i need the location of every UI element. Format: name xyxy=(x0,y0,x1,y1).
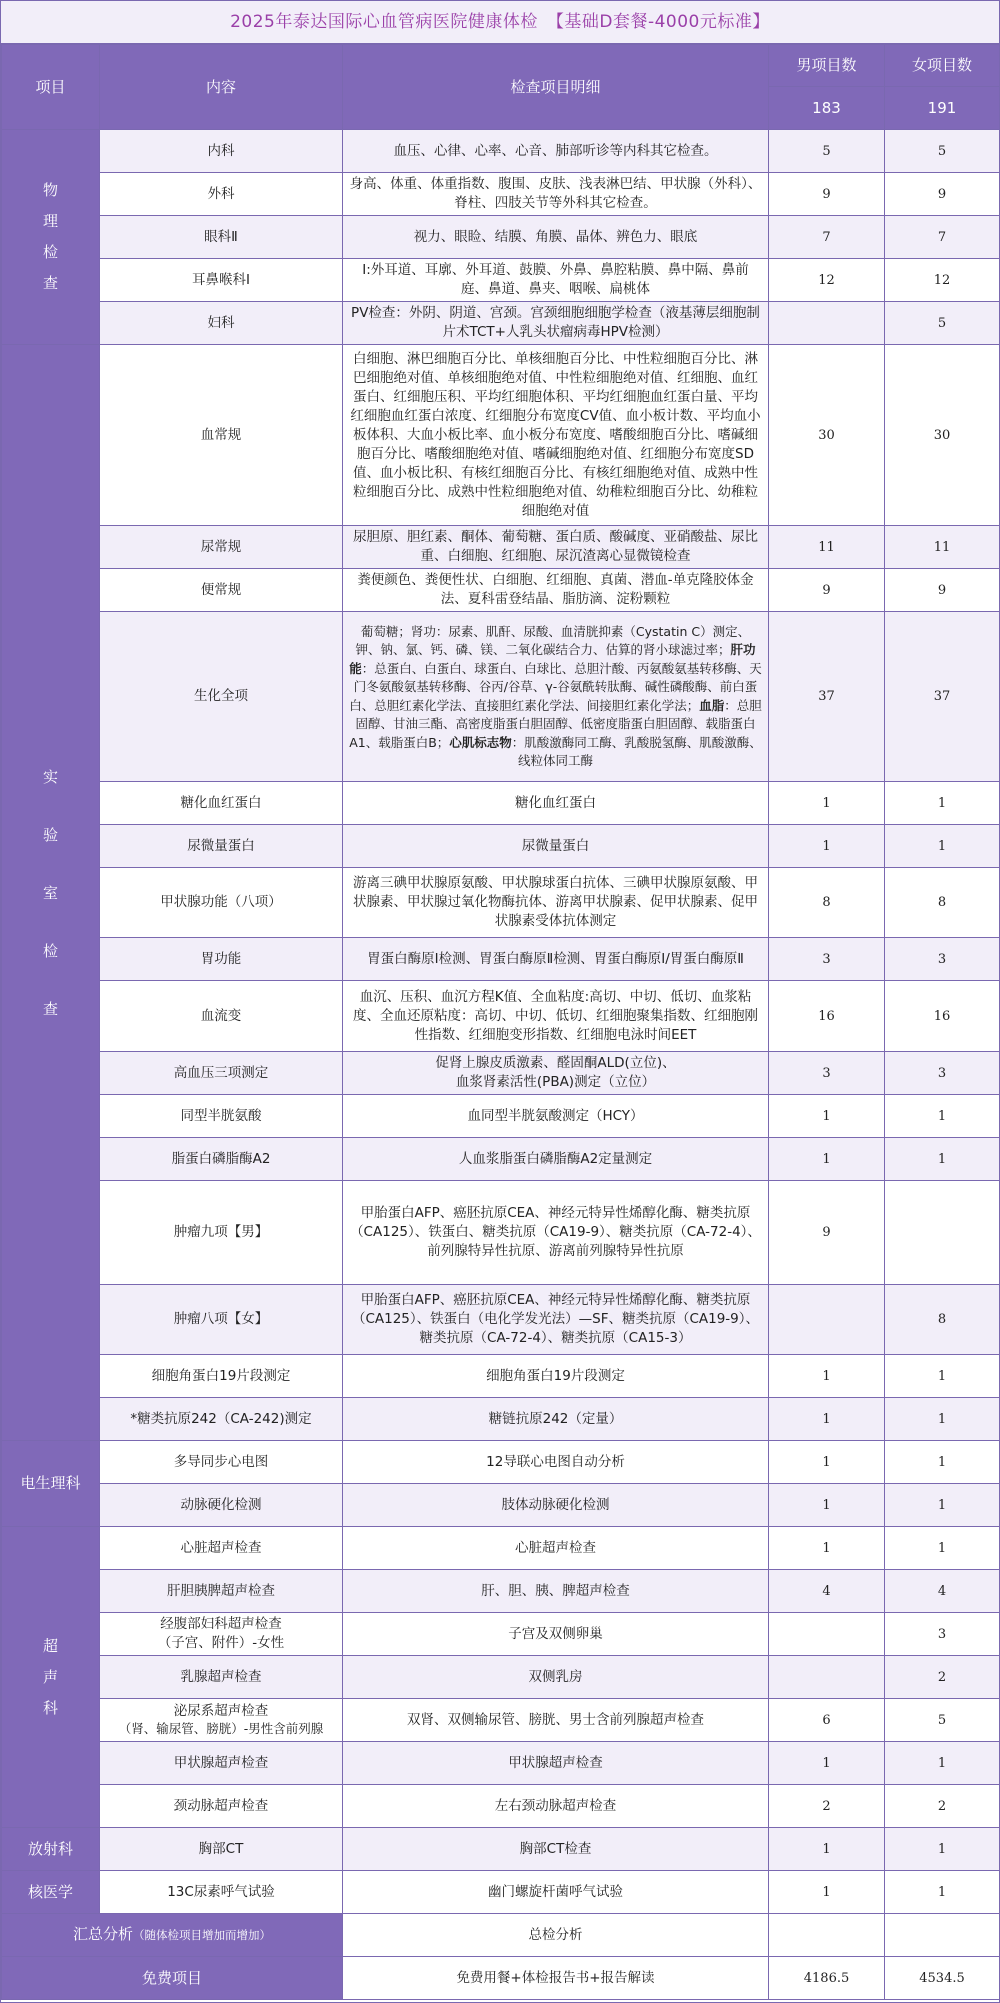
content-cell: 便常规 xyxy=(100,569,343,612)
female-count: 4 xyxy=(885,1570,1000,1613)
female-count: 9 xyxy=(885,173,1000,216)
content-cell: 肿瘤八项【女】 xyxy=(100,1285,343,1355)
content-cell: 细胞角蛋白19片段测定 xyxy=(100,1355,343,1398)
female-count: 1 xyxy=(885,1871,1000,1914)
male-count: 9 xyxy=(769,569,885,612)
content-cell: 胸部CT xyxy=(100,1828,343,1871)
content-cell: 妇科 xyxy=(100,302,343,345)
detail-cell: 双侧乳房 xyxy=(343,1656,769,1699)
detail-cell: 糖链抗原242（定量） xyxy=(343,1398,769,1441)
category-ultrasound: 超 声 科 xyxy=(2,1527,100,1828)
detail-cell: 左右颈动脉超声检查 xyxy=(343,1785,769,1828)
female-count xyxy=(885,1181,1000,1285)
table-row xyxy=(2,1699,1000,1742)
content-cell: 动脉硬化检测 xyxy=(100,1484,343,1527)
exam-table xyxy=(1,44,1000,2000)
content-cell: 尿微量蛋白 xyxy=(100,825,343,868)
header-female-count: 女项目数 xyxy=(885,45,1000,87)
detail-cell: 肢体动脉硬化检测 xyxy=(343,1484,769,1527)
header-male-count: 男项目数 xyxy=(769,45,885,87)
male-count: 1 xyxy=(769,1138,885,1181)
male-total: 183 xyxy=(769,87,885,130)
male-count: 1 xyxy=(769,782,885,825)
header-row xyxy=(2,45,1000,87)
header-detail: 检查项目明细 xyxy=(343,45,769,130)
content-cell: 同型半胱氨酸 xyxy=(100,1095,343,1138)
table-row xyxy=(2,1656,1000,1699)
male-count: 7 xyxy=(769,216,885,259)
table-row xyxy=(2,938,1000,981)
female-count: 30 xyxy=(885,345,1000,526)
table-row xyxy=(2,345,1000,526)
male-count xyxy=(769,302,885,345)
male-count xyxy=(769,1613,885,1656)
content-cell: 耳鼻喉科Ⅰ xyxy=(100,259,343,302)
table-row xyxy=(2,1398,1000,1441)
detail-cell: Ⅰ:外耳道、耳廓、外耳道、鼓膜、外鼻、鼻腔粘膜、鼻中隔、鼻前庭、鼻道、鼻夹、咽喉、扁桃体 xyxy=(343,259,769,302)
female-count: 5 xyxy=(885,130,1000,173)
table-row xyxy=(2,1871,1000,1914)
female-count: 1 xyxy=(885,825,1000,868)
table-row xyxy=(2,259,1000,302)
detail-cell: 血压、心律、心率、心音、肺部听诊等内科其它检查。 xyxy=(343,130,769,173)
detail-cell: 促肾上腺皮质激素、醛固酮ALD(立位)、 血浆肾素活性(PBA)测定（立位） xyxy=(343,1052,769,1095)
table-row xyxy=(2,868,1000,938)
content-cell: 血流变 xyxy=(100,981,343,1052)
female-count: 11 xyxy=(885,526,1000,569)
content-cell: 肝胆胰脾超声检查 xyxy=(100,1570,343,1613)
detail-cell: 身高、体重、体重指数、腹围、皮肤、浅表淋巴结、甲状腺（外科）、脊柱、四肢关节等外科其它检查。 xyxy=(343,173,769,216)
male-count: 1 xyxy=(769,1355,885,1398)
table-row xyxy=(2,569,1000,612)
header-item: 项目 xyxy=(2,45,100,130)
content-cell: 经腹部妇科超声检查 （子宫、附件）-女性 xyxy=(100,1613,343,1656)
female-price: 4534.5 xyxy=(885,1957,1000,2000)
male-count xyxy=(769,1285,885,1355)
detail-cell: 血同型半胱氨酸测定（HCY） xyxy=(343,1095,769,1138)
male-price: 4186.5 xyxy=(769,1957,885,2000)
male-count: 1 xyxy=(769,1441,885,1484)
female-total: 191 xyxy=(885,87,1000,130)
female-count: 9 xyxy=(885,569,1000,612)
table-row xyxy=(2,526,1000,569)
content-cell: 泌尿系超声检查 （肾、输尿管、膀胱）-男性含前列腺 xyxy=(100,1699,343,1742)
female-count: 8 xyxy=(885,1285,1000,1355)
male-count xyxy=(769,1656,885,1699)
male-count: 12 xyxy=(769,259,885,302)
detail-cell: 子宫及双侧卵巢 xyxy=(343,1613,769,1656)
table-row xyxy=(2,1441,1000,1484)
male-count: 1 xyxy=(769,1828,885,1871)
female-count: 1 xyxy=(885,1355,1000,1398)
male-count: 9 xyxy=(769,1181,885,1285)
male-count: 1 xyxy=(769,825,885,868)
table-row xyxy=(2,1052,1000,1095)
table-row xyxy=(2,1181,1000,1285)
female-count: 1 xyxy=(885,1441,1000,1484)
table-row xyxy=(2,1285,1000,1355)
content-cell: 血常规 xyxy=(100,345,343,526)
male-count: 5 xyxy=(769,130,885,173)
male-count: 3 xyxy=(769,1052,885,1095)
detail-cell: 肝、胆、胰、脾超声检查 xyxy=(343,1570,769,1613)
detail-cell: 幽门螺旋杆菌呼气试验 xyxy=(343,1871,769,1914)
table-row xyxy=(2,1785,1000,1828)
content-cell: 心脏超声检查 xyxy=(100,1527,343,1570)
content-cell: 胃功能 xyxy=(100,938,343,981)
content-cell: 颈动脉超声检查 xyxy=(100,1785,343,1828)
table-row xyxy=(2,612,1000,782)
content-cell: 多导同步心电图 xyxy=(100,1441,343,1484)
female-count: 1 xyxy=(885,1527,1000,1570)
male-count: 30 xyxy=(769,345,885,526)
female-count: 2 xyxy=(885,1656,1000,1699)
female-count: 1 xyxy=(885,1398,1000,1441)
content-cell: *糖类抗原242（CA-242)测定 xyxy=(100,1398,343,1441)
female-count: 3 xyxy=(885,1052,1000,1095)
table-row xyxy=(2,1095,1000,1138)
header-content: 内容 xyxy=(100,45,343,130)
detail-cell: PV检查：外阴、阴道、宫颈。宫颈细胞细胞学检查（液基薄层细胞制片术TCT+人乳头状瘤病毒HPV检测） xyxy=(343,302,769,345)
female-count: 2 xyxy=(885,1785,1000,1828)
table-row xyxy=(2,173,1000,216)
table-row xyxy=(2,1828,1000,1871)
detail-cell: 心脏超声检查 xyxy=(343,1527,769,1570)
free-row xyxy=(2,1957,1000,2000)
summary-female xyxy=(885,1914,1000,1957)
female-count: 1 xyxy=(885,1484,1000,1527)
category-physical: 物 理 检 查 xyxy=(2,130,100,345)
content-cell: 眼科Ⅱ xyxy=(100,216,343,259)
detail-cell: 人血浆脂蛋白磷脂酶A2定量测定 xyxy=(343,1138,769,1181)
table-row xyxy=(2,1138,1000,1181)
male-count: 16 xyxy=(769,981,885,1052)
category-ecg: 电生理科 xyxy=(2,1441,100,1527)
male-count: 1 xyxy=(769,1742,885,1785)
category-lab: 实 验 室 检 查 xyxy=(2,345,100,1441)
detail-cell: 双肾、双侧输尿管、膀胱、男士含前列腺超声检查 xyxy=(343,1699,769,1742)
male-count: 1 xyxy=(769,1095,885,1138)
female-count: 12 xyxy=(885,259,1000,302)
content-cell: 内科 xyxy=(100,130,343,173)
content-cell: 糖化血红蛋白 xyxy=(100,782,343,825)
table-row xyxy=(2,1742,1000,1785)
female-count: 3 xyxy=(885,1613,1000,1656)
summary-detail: 总检分析 xyxy=(343,1914,769,1957)
detail-cell: 葡萄糖；肾功：尿素、肌酐、尿酸、血清胱抑素（Cystatin C）测定、钾、钠、氯、钙、磷、镁、二氧化碳结合力、估算的肾小球滤过率；肝功能：总蛋白、白蛋白、球蛋白、白球比、总胆汁酸、丙氨酸氨基转移酶、天门冬氨酸氨基转移酶、谷丙/谷草、γ-谷氨酰转肽酶、碱性磷酸酶、前白蛋白、总胆红素化学法、直接胆红素化学法、间接胆红素化学法；血脂：总胆固醇、甘油三酯、高密度脂蛋白胆固醇、低密度脂蛋白胆固醇、载脂蛋白A1、载脂蛋白B；心肌标志物：肌酸激酶同工酶、乳酸脱氢酶、肌酸激酶、线粒体同工酶 xyxy=(343,612,769,782)
content-cell: 尿常规 xyxy=(100,526,343,569)
male-count: 1 xyxy=(769,1398,885,1441)
detail-cell: 细胞角蛋白19片段测定 xyxy=(343,1355,769,1398)
male-count: 6 xyxy=(769,1699,885,1742)
category-radiology: 放射科 xyxy=(2,1828,100,1871)
female-count: 1 xyxy=(885,1742,1000,1785)
female-count: 8 xyxy=(885,868,1000,938)
table-row xyxy=(2,1355,1000,1398)
table-row xyxy=(2,216,1000,259)
detail-cell: 视力、眼睑、结膜、角膜、晶体、辨色力、眼底 xyxy=(343,216,769,259)
female-count: 5 xyxy=(885,1699,1000,1742)
female-count: 37 xyxy=(885,612,1000,782)
summary-label: 汇总分析（随体检项目增加而增加） xyxy=(2,1914,343,1957)
content-cell: 外科 xyxy=(100,173,343,216)
summary-row xyxy=(2,1914,1000,1957)
table-row xyxy=(2,302,1000,345)
female-count: 3 xyxy=(885,938,1000,981)
content-cell: 乳腺超声检查 xyxy=(100,1656,343,1699)
content-cell: 脂蛋白磷脂酶A2 xyxy=(100,1138,343,1181)
female-count: 7 xyxy=(885,216,1000,259)
table-row xyxy=(2,825,1000,868)
female-count: 1 xyxy=(885,1828,1000,1871)
page-title: 2025年泰达国际心血管病医院健康体检 【基础D套餐-4000元标准】 xyxy=(1,1,999,44)
detail-cell: 甲胎蛋白AFP、癌胚抗原CEA、神经元特异性烯醇化酶、糖类抗原（CA125）、铁蛋白、糖类抗原（CA19-9）、糖类抗原（CA-72-4）、前列腺特异性抗原、游离前列腺特异性抗原 xyxy=(343,1181,769,1285)
male-count: 37 xyxy=(769,612,885,782)
female-count: 16 xyxy=(885,981,1000,1052)
content-cell: 甲状腺超声检查 xyxy=(100,1742,343,1785)
table-row xyxy=(2,1613,1000,1656)
female-count: 5 xyxy=(885,302,1000,345)
free-label: 免费项目 xyxy=(2,1957,343,2000)
detail-cell: 尿微量蛋白 xyxy=(343,825,769,868)
table-row xyxy=(2,782,1000,825)
free-detail: 免费用餐+体检报告书+报告解读 xyxy=(343,1957,769,2000)
female-count: 1 xyxy=(885,782,1000,825)
table-row xyxy=(2,1570,1000,1613)
detail-cell: 游离三碘甲状腺原氨酸、甲状腺球蛋白抗体、三碘甲状腺原氨酸、甲状腺素、甲状腺过氧化物酶抗体、游离甲状腺素、促甲状腺素、促甲状腺素受体抗体测定 xyxy=(343,868,769,938)
male-count: 1 xyxy=(769,1871,885,1914)
table-row xyxy=(2,130,1000,173)
table-row xyxy=(2,1484,1000,1527)
detail-cell: 粪便颜色、粪便性状、白细胞、红细胞、真菌、潜血-单克隆胶体金法、夏科雷登结晶、脂肪滴、淀粉颗粒 xyxy=(343,569,769,612)
detail-cell: 白细胞、淋巴细胞百分比、单核细胞百分比、中性粒细胞百分比、淋巴细胞绝对值、单核细胞绝对值、中性粒细胞绝对值、红细胞、血红蛋白、红细胞压积、平均红细胞体积、平均红细胞血红蛋白量、平均红细胞血红蛋白浓度、红细胞分布宽度CV值、血小板计数、平均血小板体积、大血小板比率、血小板分布宽度、嗜酸细胞百分比、嗜碱细胞百分比、嗜酸细胞绝对值、嗜碱细胞绝对值、红细胞分布宽度SD值、血小板比积、有核红细胞百分比、有核红细胞绝对值、成熟中性粒细胞百分比、成熟中性粒细胞绝对值、幼稚粒细胞百分比、幼稚粒细胞绝对值 xyxy=(343,345,769,526)
male-count: 1 xyxy=(769,1484,885,1527)
female-count: 1 xyxy=(885,1138,1000,1181)
female-count: 1 xyxy=(885,1095,1000,1138)
detail-cell: 12导联心电图自动分析 xyxy=(343,1441,769,1484)
detail-cell: 尿胆原、胆红素、酮体、葡萄糖、蛋白质、酸碱度、亚硝酸盐、尿比重、白细胞、红细胞、尿沉渣离心显微镜检查 xyxy=(343,526,769,569)
content-cell: 13C尿素呼气试验 xyxy=(100,1871,343,1914)
male-count: 11 xyxy=(769,526,885,569)
summary-male xyxy=(769,1914,885,1957)
detail-cell: 胃蛋白酶原Ⅰ检测、胃蛋白酶原Ⅱ检测、胃蛋白酶原Ⅰ/胃蛋白酶原Ⅱ xyxy=(343,938,769,981)
detail-cell: 血沉、压积、血沉方程K值、全血粘度:高切、中切、低切、血浆粘度、全血还原粘度：高切、中切、低切、红细胞聚集指数、红细胞刚性指数、红细胞变形指数、红细胞电泳时间EET xyxy=(343,981,769,1052)
content-cell: 生化全项 xyxy=(100,612,343,782)
male-count: 9 xyxy=(769,173,885,216)
detail-cell: 甲胎蛋白AFP、癌胚抗原CEA、神经元特异性烯醇化酶、糖类抗原（CA125）、铁蛋白（电化学发光法）—SF、糖类抗原（CA19-9）、糖类抗原（CA-72-4）、糖类抗原（CA15-3） xyxy=(343,1285,769,1355)
detail-cell: 甲状腺超声检查 xyxy=(343,1742,769,1785)
table-row xyxy=(2,981,1000,1052)
male-count: 1 xyxy=(769,1527,885,1570)
category-nuclear: 核医学 xyxy=(2,1871,100,1914)
table-row xyxy=(2,1527,1000,1570)
detail-cell: 糖化血红蛋白 xyxy=(343,782,769,825)
male-count: 3 xyxy=(769,938,885,981)
detail-cell: 胸部CT检查 xyxy=(343,1828,769,1871)
content-cell: 甲状腺功能（八项） xyxy=(100,868,343,938)
male-count: 2 xyxy=(769,1785,885,1828)
content-cell: 肿瘤九项【男】 xyxy=(100,1181,343,1285)
male-count: 4 xyxy=(769,1570,885,1613)
content-cell: 高血压三项测定 xyxy=(100,1052,343,1095)
male-count: 8 xyxy=(769,868,885,938)
